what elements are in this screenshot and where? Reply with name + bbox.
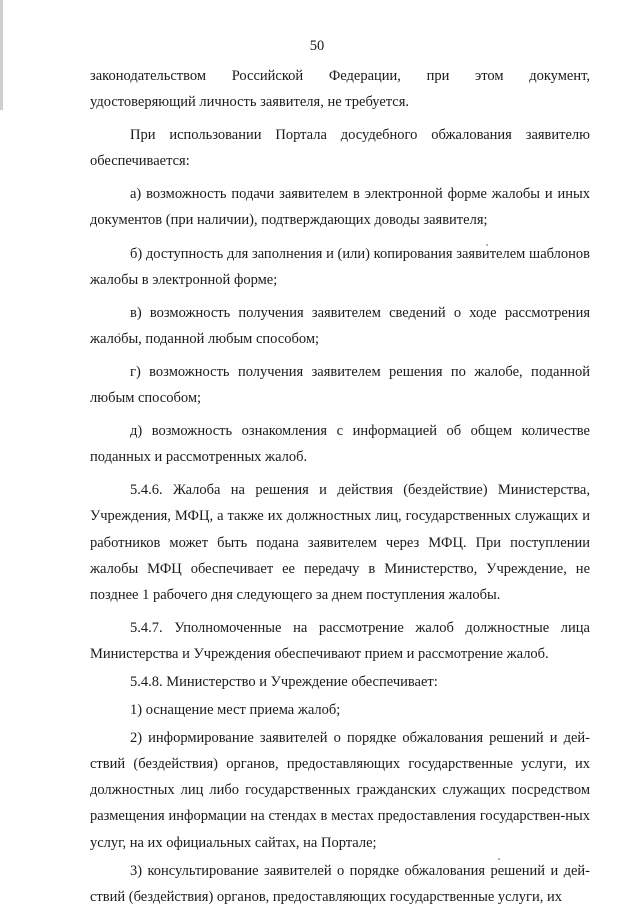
justified-line [90,63,590,89]
page-number: 50 [309,38,325,54]
paragraph-item-2: 2) информирование заявителей о порядке обжалования решений и дей-ствий (бездействия) органов, предоставляющих государственные услуги, их должностных лиц либо государственных гражданских служащих посредством размещения информации на стендах в местах предоставления государствен-ных услуг, на их официальных сайтах, на Портале; [90,730,590,851]
word: при [426,68,450,84]
word: законодательством [90,68,207,84]
paragraph-intro [90,63,590,115]
word: Федерации, [328,68,401,84]
paragraph-5-4-8: 5.4.8. Министерство и Учреждение обеспечивает: [130,673,438,690]
paragraph-item-a: а) возможность подачи заявителем в электронной форме жалобы и иных документов (при наличии), подтверждающих доводы заявителя; [90,186,590,229]
paragraph-item-1: 1) оснащение мест приема жалоб; [130,702,341,719]
word: документ, [529,68,590,84]
paragraph-item-3: 3) консультирование заявителей о порядке обжалования решений и дей-ствий (бездействия) органов, предоставляющих государственные услуги, их [90,862,590,905]
paragraph-item-d: д) возможность ознакомления с информацией об общем количестве поданных и рассмотренных жалоб. [90,423,590,466]
paragraph-5-4-7: 5.4.7. Уполномоченные на рассмотрение жалоб должностные лица Министерства и Учреждения обеспечивают прием и рассмотрение жалоб. [90,619,590,662]
paragraph-portal: При использовании Портала досудебного обжалования заявителю обеспечивается: [90,127,590,170]
word: этом [475,68,504,84]
paragraph-item-g: г) возможность получения заявителем решения по жалобе, поданной любым способом; [90,363,590,407]
paragraph-item-v: в) возможность получения заявителем сведений о ходе рассмотрения жалобы, поданной любым способом; [90,304,590,347]
paragraph-5-4-6: 5.4.6. Жалоба на решения и действия (бездействие) Министерства, Учреждения, МФЦ, а также их должностных лиц, государственных служащих и работников может быть подана заявителем через МФЦ. При поступлении жалобы МФЦ обеспечивает ее передачу в Министерство, Учреждение, не позднее 1 рабочего дня следующего за днем поступления жалобы. [90,482,590,603]
word: Российской [231,68,304,84]
paragraph-item-b: б) доступность для заполнения и (или) копирования заявителем шаблонов жалобы в электронной форме; [90,245,590,288]
document-body [90,63,590,910]
paragraph-continuation: удостоверяющий личность заявителя, не требуется. [90,94,410,111]
